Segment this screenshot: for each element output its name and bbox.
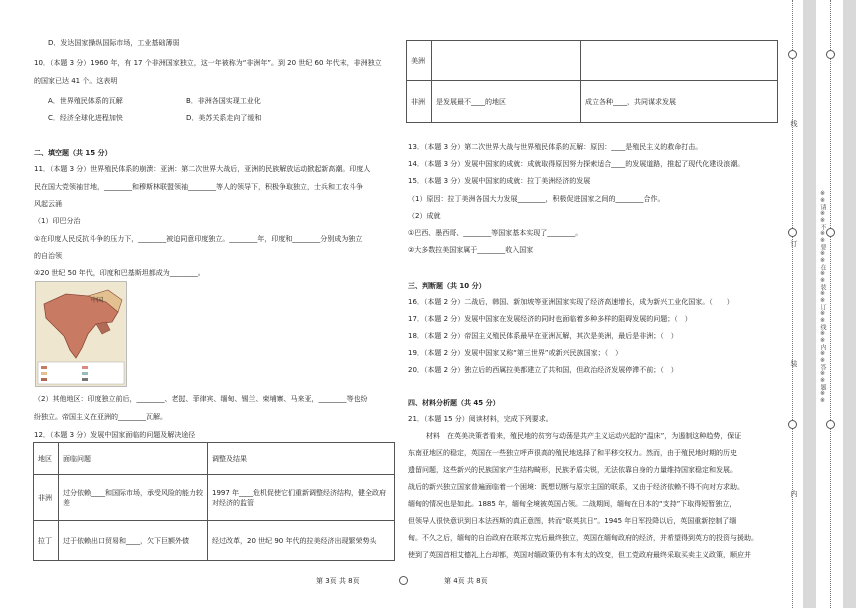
binding-hole-icon bbox=[826, 50, 835, 59]
question-14: 14．（本题 3 分）发展中国家的成就：成就取得原因努力探索适合____的发展道路，推起了现代化建设浪潮。 bbox=[408, 160, 745, 168]
question-15-item1: ①巴西、墨西哥、________等国家基本实现了________。 bbox=[408, 229, 583, 237]
table-cell: 拉丁 bbox=[34, 521, 59, 561]
binding-label: 线 bbox=[790, 120, 798, 127]
option-b: B．非洲各国实现工业化 bbox=[186, 97, 261, 105]
question-11-part2: （2）其他地区：印度独立前后，________、老挝、菲律宾、缅甸、锡兰、柬埔寨、马来亚，________等也纷 bbox=[34, 395, 368, 403]
table-cell: 美洲 bbox=[407, 41, 432, 81]
binding-label: 装 bbox=[790, 360, 798, 367]
table-row bbox=[34, 521, 395, 561]
page-number-left: 第 3页 共 8页 bbox=[316, 577, 360, 585]
india-map-image bbox=[35, 281, 127, 387]
question-18: 18．（本题 2 分）帝国主义殖民体系最早在亚洲瓦解，其次是美洲，最后是非洲；（ ） bbox=[408, 332, 678, 340]
table-cell: 非洲 bbox=[407, 81, 432, 123]
material-line: 但领导人很快意识到日本法西斯的真正意图，转而“联英抗日”。1945 年日军投降以后，英国重新控制了缅 bbox=[408, 517, 737, 525]
question-15-part1: （1）原因：拉丁美洲各国大力发展________，积极促进国家之间的________合作。 bbox=[408, 195, 665, 203]
material-line: 甸。不久之后，缅甸的自治政府在联邦立宪后最终独立，英国在缅甸政府的经济，并希望得到英方的投资与援助。 bbox=[408, 534, 758, 542]
table-row bbox=[407, 81, 778, 123]
question-13: 13．（本题 3 分）第二次世界大战与世界殖民体系的瓦解：原因：____是殖民主义的救命打击。 bbox=[408, 143, 703, 151]
section-material-analysis: 四、材料分析题（共 45 分） bbox=[408, 399, 500, 407]
binding-hole-icon bbox=[826, 228, 835, 237]
binding-dotted-line-outer bbox=[830, 0, 831, 608]
continent-table bbox=[406, 40, 778, 123]
table-cell: 非洲 bbox=[34, 475, 59, 521]
table-cell: 是发展最不____的地区 bbox=[432, 81, 581, 123]
material-line: 遗留问题，这些新兴的民族国家产生结构畸形，民族矛盾尖锐，无法依靠自身的力量维持国家稳定和发展。 bbox=[408, 466, 737, 474]
option-d: D．美苏关系走向了缓和 bbox=[186, 114, 262, 122]
question-11-item1-cont: 的自治领 bbox=[34, 252, 62, 260]
table-cell: 过分依赖____和国际市场，承受风险的能力较差 bbox=[59, 475, 208, 521]
material-line: 东南亚地区的稳定，英国在一些独立呼声很高的殖民地选择了和平移交权力。然而，由于殖民地时期的历史 bbox=[408, 449, 737, 457]
table-cell: 成立各种____，共同谋求发展 bbox=[581, 81, 778, 123]
center-mark-icon bbox=[399, 576, 408, 585]
table-cell bbox=[581, 41, 778, 81]
table-header-cell: 调整及结果 bbox=[208, 443, 395, 475]
question-11-item1: ①在印度人民反抗斗争的压力下，________被迫同意印度独立。________年，印度和________分别成为独立 bbox=[34, 235, 363, 243]
binding-hole-icon bbox=[826, 420, 835, 429]
binding-strip-inner bbox=[803, 0, 816, 608]
problems-table bbox=[33, 442, 395, 561]
binding-warning-text: ※※请※※不※※要※※在※※装※※订※※线※※内※※答※※题※※ bbox=[819, 190, 826, 404]
binding-label: 内 bbox=[790, 490, 798, 497]
section-true-false: 三、判断题（共 10 分） bbox=[408, 282, 486, 290]
binding-strip-outer bbox=[843, 0, 856, 608]
question-10: 10．（本题 3 分）1960 年，有 17 个非洲国家独立，这一年被称为“非洲年”。到 20 世纪 60 年代末，非洲独立 bbox=[34, 59, 382, 67]
material-line: 缅甸的情况也是如此。1885 年，缅甸全境被英国占领。二战期间，缅甸在日本的“支持”下取得短暂独立， bbox=[408, 500, 737, 508]
question-16: 16．（本题 2 分）二战后，韩国、新加坡等亚洲国家实现了经济高速增长，成为新兴工业化国家。（ ） bbox=[408, 298, 734, 306]
section-fill-in: 二、填空题（共 15 分） bbox=[34, 149, 112, 157]
question-11-part2-cont: 纷独立。帝国主义在亚洲的________瓦解。 bbox=[34, 413, 167, 421]
question-11-cont: 民在国大党领袖甘地，________和穆斯林联盟领袖________等人的领导下，积极争取独立，士兵和工农斗争 bbox=[34, 183, 363, 191]
table-cell: 1997 年____危机促使它们重新调整经济结构，健全政府对经济的监管 bbox=[208, 475, 395, 521]
question-21: 21．（本题 15 分）阅读材料，完成下列要求。 bbox=[408, 415, 553, 423]
question-11-cont2: 风起云涌 bbox=[34, 200, 62, 208]
question-11-item2: ②20 世纪 50 年代，印度和巴基斯坦都成为________。 bbox=[34, 269, 205, 277]
question-10-cont: 的国家已达 41 个。这表明 bbox=[34, 77, 118, 85]
option-d-q9: D．发达国家操纵国际市场，工业基础薄弱 bbox=[48, 39, 180, 47]
option-a: A．世界殖民体系的瓦解 bbox=[48, 97, 123, 105]
question-19: 19．（本题 2 分）发展中国家又称“第三世界”或新兴民族国家；（ ） bbox=[408, 349, 623, 357]
binding-dotted-line-inner bbox=[792, 0, 793, 608]
question-15-item2: ②大多数拉美国家属于________收入国家 bbox=[408, 246, 534, 254]
table-cell: 过于依赖出口贸易和____，欠下巨额外债 bbox=[59, 521, 208, 561]
table-header-cell: 地区 bbox=[34, 443, 59, 475]
binding-hole-icon bbox=[788, 50, 797, 59]
question-11-part1: （1）印巴分治 bbox=[34, 217, 81, 225]
question-15: 15．（本题 3 分）发展中国家的成就：拉丁美洲经济的发展 bbox=[408, 177, 591, 185]
question-12: 12．（本题 3 分）发展中国家面临的问题及解决途径 bbox=[34, 431, 196, 439]
page-number-right: 第 4页 共 8页 bbox=[444, 577, 488, 585]
option-c: C．经济全球化进程加快 bbox=[48, 114, 123, 122]
question-17: 17．（本题 2 分）发展中国家在发展经济的同时也面临着多种多样的阻碍发展的问题；（ ） bbox=[408, 315, 692, 323]
map-label-china: 中国 bbox=[91, 297, 104, 304]
table-cell bbox=[432, 41, 581, 81]
question-11: 11．（本题 3 分）世界殖民体系的崩溃：亚洲：第二次世界大战后，亚洲的民族解放运动掀起新高潮。印度人 bbox=[34, 165, 371, 173]
material-line: 使到了英国首相艾德礼上台却都，英国对缅政策仍有本有太的改变，但工党政府最终采取买卖主义政策，顺应并 bbox=[408, 551, 751, 559]
table-header-row bbox=[34, 443, 395, 475]
table-header-cell: 面临问题 bbox=[59, 443, 208, 475]
table-row bbox=[34, 475, 395, 521]
question-20: 20．（本题 2 分）独立后的西属拉美都建立了共和国，但政治经济发展停滞不前；（ ） bbox=[408, 366, 678, 374]
binding-label: 订 bbox=[790, 240, 798, 247]
map-graphic bbox=[36, 282, 126, 386]
table-cell: 经过改革，20 世纪 90 年代的拉美经济出现繁荣势头 bbox=[208, 521, 395, 561]
binding-hole-icon bbox=[788, 420, 797, 429]
material-line: 战后的新兴独立国家普遍面临着一个困境：既想切断与原宗主国的联系，又由于经济依赖不得不向对方求助。 bbox=[408, 483, 744, 491]
binding-hole-icon bbox=[788, 228, 797, 237]
material-line: 材料 在英美决策者看来，殖民地的贫穷与动荡是共产主义运动兴起的“温床”，为遏制这种趋势，保证 bbox=[426, 432, 742, 440]
table-row bbox=[407, 41, 778, 81]
question-15-part2: （2）成就 bbox=[408, 212, 441, 220]
